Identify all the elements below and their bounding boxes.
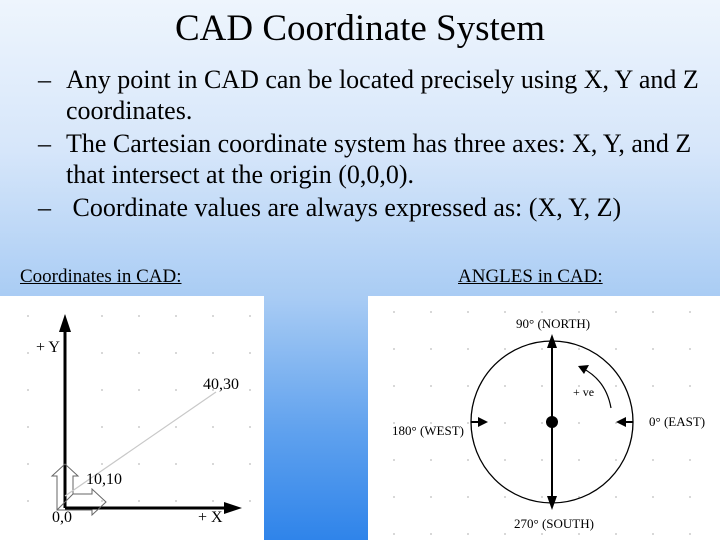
grid-dot [652, 311, 654, 313]
bullet-item [38, 192, 718, 223]
grid-dot [138, 352, 140, 354]
grid-dot [689, 348, 691, 350]
grid-dot [249, 426, 251, 428]
grid-dot [504, 311, 506, 313]
bullet-text: Any point in CAD can be located precisely using X, Y and Z coordinates. [66, 65, 699, 125]
bullet-text: Coordinate values are always expressed as: (X, Y, Z) [66, 193, 622, 222]
grid-dot [689, 311, 691, 313]
grid-dot [652, 496, 654, 498]
grid-dot [615, 311, 617, 313]
grid-dot [578, 533, 580, 535]
grid-dot [138, 500, 140, 502]
grid-dot [27, 389, 29, 391]
grid-dot [430, 385, 432, 387]
grid-dot [652, 348, 654, 350]
grid-dot [578, 422, 580, 424]
y-axis-label: + Y [36, 339, 60, 356]
grid-dot [578, 459, 580, 461]
positive-direction-label: + ve [573, 385, 595, 399]
grid-dot [430, 348, 432, 350]
grid-dot [504, 422, 506, 424]
grid-dot [652, 459, 654, 461]
grid-dot [467, 422, 469, 424]
grid-dot [175, 500, 177, 502]
grid-dot [393, 459, 395, 461]
grid-dot [138, 315, 140, 317]
bullet-list [38, 64, 718, 225]
grid-dot [249, 352, 251, 354]
grid-dot [615, 385, 617, 387]
grid-dot [467, 385, 469, 387]
grid-dot [652, 533, 654, 535]
center-point [546, 416, 558, 428]
grid-dot [467, 459, 469, 461]
grid-dot [249, 315, 251, 317]
grid-dot [101, 500, 103, 502]
grid-dot [689, 459, 691, 461]
grid-dot [578, 311, 580, 313]
grid-dot [467, 311, 469, 313]
grid-dot [541, 422, 543, 424]
x-axis-arrow-icon [224, 502, 242, 514]
grid-dot [467, 348, 469, 350]
grid-dot [27, 463, 29, 465]
grid-dot [249, 500, 251, 502]
coordinates-diagram [0, 296, 264, 540]
west-label: 180° (WEST) [392, 423, 464, 438]
grid-dot [504, 459, 506, 461]
grid-dot [175, 463, 177, 465]
grid-dot [393, 348, 395, 350]
grid-dot [541, 459, 543, 461]
south-label: 270° (SOUTH) [514, 516, 594, 531]
grid-dot [652, 385, 654, 387]
angles-heading: ANGLES in CAD: [458, 266, 603, 287]
x-axis-label: + X [198, 509, 223, 526]
grid-dot [212, 463, 214, 465]
grid-dot [615, 459, 617, 461]
grid-dot [541, 496, 543, 498]
grid-dot [101, 315, 103, 317]
grid-dot [578, 348, 580, 350]
grid-dot [467, 496, 469, 498]
grid-dot [27, 352, 29, 354]
bullet-text: The Cartesian coordinate system has three axes: X, Y, and Z that intersect at the origin (0,0,0). [66, 129, 692, 189]
y-axis-arrow-icon [59, 314, 71, 332]
grid-dot [615, 533, 617, 535]
grid-dot [101, 426, 103, 428]
point-b-label: 40,30 [203, 376, 239, 393]
angles-diagram [368, 296, 720, 540]
grid-dot [27, 315, 29, 317]
grid-dot [212, 500, 214, 502]
grid-dot [175, 426, 177, 428]
grid-dot [101, 463, 103, 465]
bullet-item [38, 64, 718, 126]
grid-dot [393, 496, 395, 498]
grid-dots [27, 315, 251, 502]
grid-dot [689, 533, 691, 535]
north-label: 90° (NORTH) [516, 316, 591, 331]
grid-dot [138, 389, 140, 391]
grid-dot [615, 496, 617, 498]
grid-dot [467, 533, 469, 535]
bullet-dash: – [38, 129, 51, 158]
grid-dot [615, 422, 617, 424]
grid-dot [541, 533, 543, 535]
origin-label: 0,0 [52, 509, 72, 526]
positive-direction-arrow-icon [578, 365, 589, 374]
grid-dot [504, 385, 506, 387]
grid-dot [504, 533, 506, 535]
bullet-dash: – [38, 65, 51, 94]
point-a-label: 10,10 [86, 471, 122, 488]
coordinates-heading: Coordinates in CAD: [20, 266, 182, 287]
grid-dot [430, 459, 432, 461]
grid-dot [101, 352, 103, 354]
grid-dot [504, 348, 506, 350]
grid-dot [430, 496, 432, 498]
grid-dot [249, 463, 251, 465]
grid-dot [27, 500, 29, 502]
grid-dot [175, 315, 177, 317]
grid-dot [541, 385, 543, 387]
grid-dot [393, 385, 395, 387]
angles-diagram-svg [368, 296, 720, 540]
grid-dot [689, 496, 691, 498]
east-arrow-icon [616, 417, 626, 427]
bullet-dash: – [38, 193, 51, 222]
east-label: 0° (EAST) [649, 414, 706, 429]
slide-title: CAD Coordinate System [175, 8, 545, 49]
grid-dot [430, 533, 432, 535]
grid-dot [212, 426, 214, 428]
grid-dot [138, 463, 140, 465]
grid-dot [175, 389, 177, 391]
grid-dot [615, 348, 617, 350]
coordinates-diagram-svg [0, 296, 264, 540]
grid-dot [689, 385, 691, 387]
grid-dot [541, 348, 543, 350]
grid-dot [175, 352, 177, 354]
grid-dot [212, 315, 214, 317]
grid-dot [393, 533, 395, 535]
grid-dot [541, 311, 543, 313]
grid-dot [212, 352, 214, 354]
grid-dot [138, 426, 140, 428]
grid-dot [101, 389, 103, 391]
bullet-item [38, 128, 718, 190]
grid-dot [27, 426, 29, 428]
grid-dot [249, 389, 251, 391]
grid-dot [393, 311, 395, 313]
west-arrow-icon [478, 417, 488, 427]
grid-dot [504, 496, 506, 498]
grid-dot [430, 311, 432, 313]
